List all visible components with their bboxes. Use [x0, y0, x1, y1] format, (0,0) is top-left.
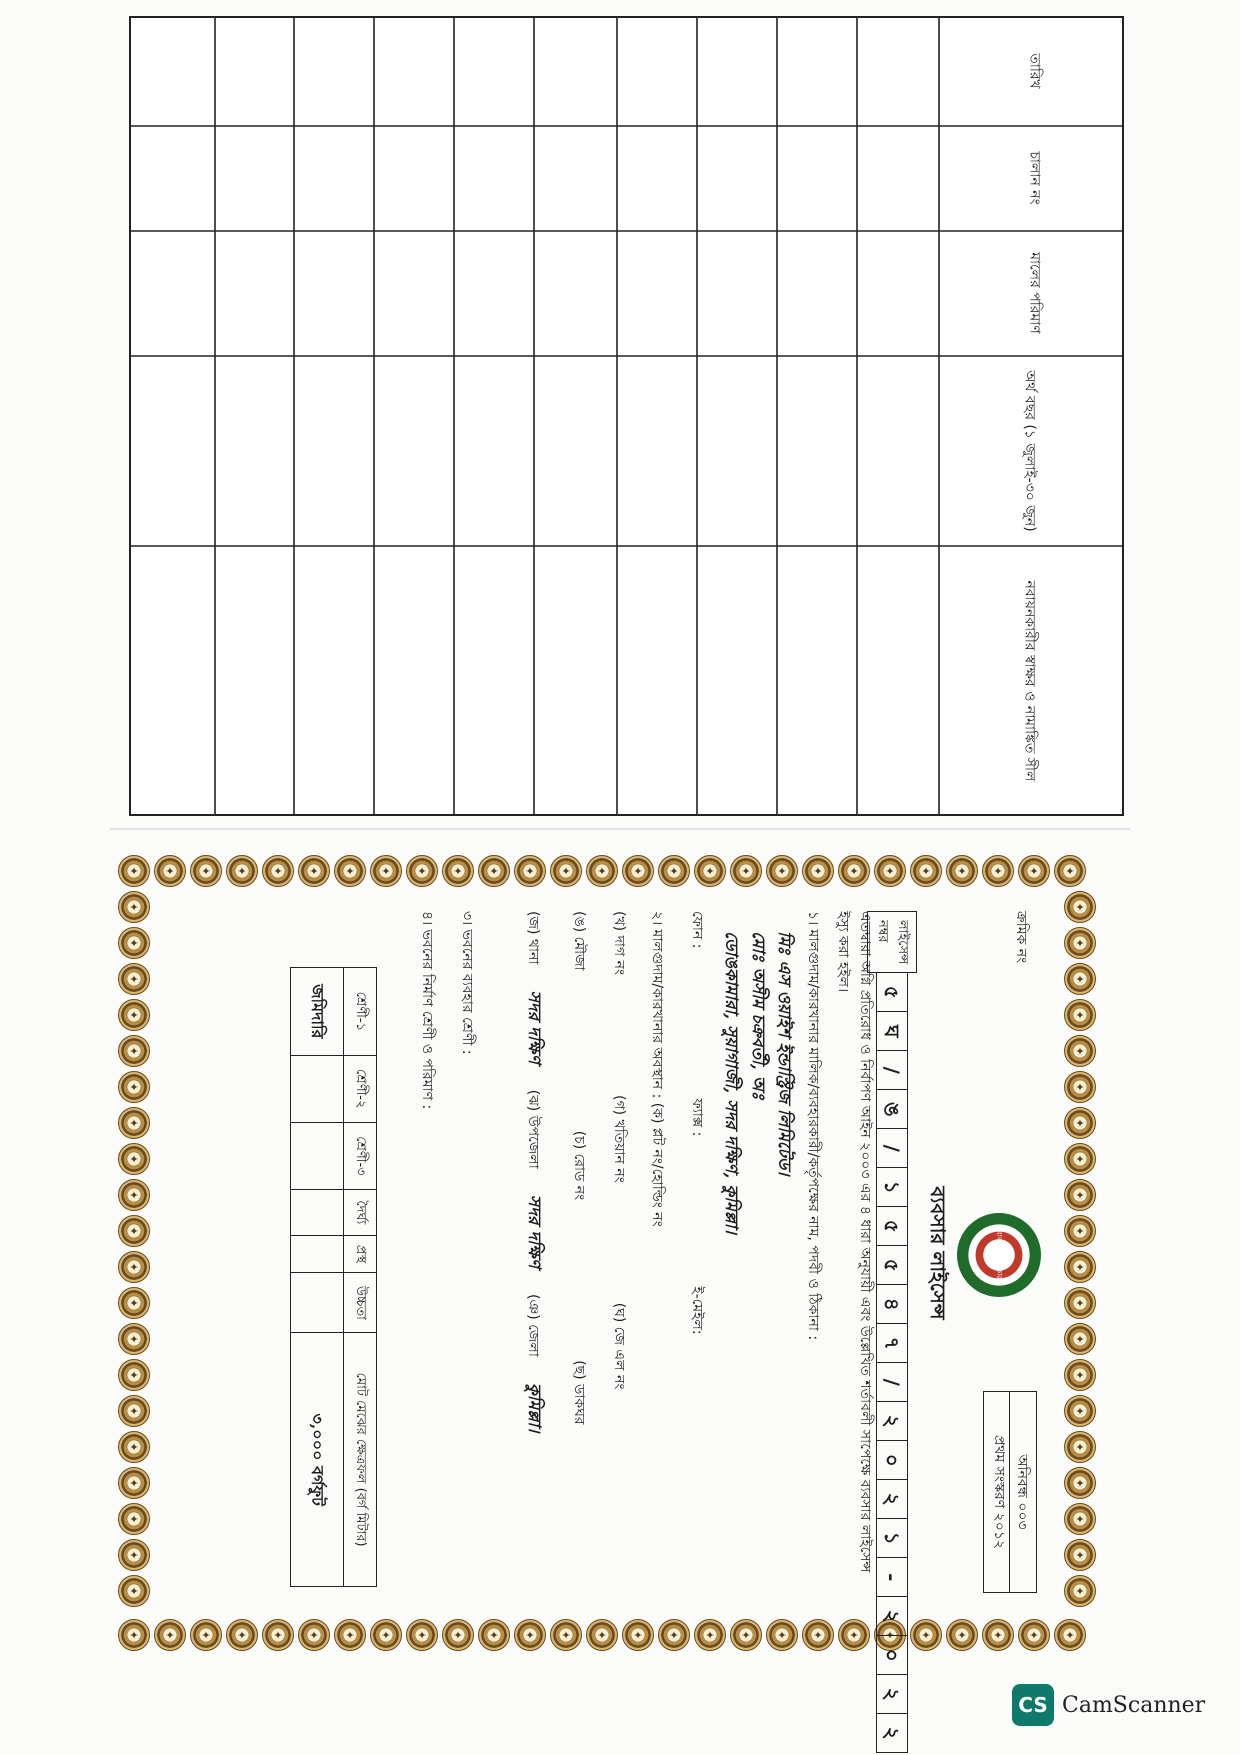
item1-label: ১। মালগুদাম/কারখানার মালিক/ব্যবহারকারী/কর্তৃপক্ষের নাম, পদবী ও ঠিকানা :	[805, 911, 821, 1341]
construction-table-header-cell: মোট মেঝের ক্ষেত্রফল (বর্গ মিটার)	[343, 1333, 376, 1587]
seal-ornament-icon: ✦	[550, 855, 582, 887]
register-grid	[129, 16, 1124, 816]
seal-ornament-icon: ✦	[694, 855, 726, 887]
location-row-1	[607, 911, 629, 1595]
construction-table-header-cell: প্রস্থ	[343, 1235, 376, 1273]
camscanner-logo-icon: CS	[1012, 1684, 1054, 1726]
seal-ornament-icon: ✦	[1054, 855, 1086, 887]
seal-ornament-icon: ✦	[118, 1251, 150, 1283]
upazila-value: সদর দক্ষিণ	[524, 1194, 544, 1269]
construction-table-row	[290, 968, 343, 1587]
location-row-3	[521, 911, 547, 1595]
license-char-box: ঙ	[876, 1090, 908, 1129]
seal-ornament-icon: ✦	[334, 855, 366, 887]
license-char-box: ২	[876, 1597, 908, 1636]
seal-ornament-icon: ✦	[1064, 963, 1096, 995]
construction-table-cell	[290, 1122, 343, 1189]
seal-ornament-icon: ✦	[262, 855, 294, 887]
seal-border-right	[1064, 891, 1096, 1607]
seal-ornament-icon: ✦	[1064, 891, 1096, 923]
seal-ornament-icon: ✦	[1064, 1359, 1096, 1391]
seal-ornament-icon: ✦	[622, 1619, 654, 1651]
owner-person: মোঃ অসীম চক্রবর্তী, অঃ	[747, 931, 768, 1100]
license-char-box: ০	[876, 1441, 908, 1480]
license-number-boxes	[876, 973, 908, 1753]
seal-ornament-icon: ✦	[478, 1619, 510, 1651]
seal-border-left	[118, 891, 150, 1607]
construction-table-header-cell: শ্রেণী-১	[343, 968, 376, 1056]
seal-ornament-icon: ✦	[586, 1619, 618, 1651]
license-char-box: ৫	[876, 973, 908, 1012]
construction-table-cell: ৩,০০০ বর্গফুট	[290, 1333, 343, 1587]
seal-ornament-icon: ✦	[874, 855, 906, 887]
col-date: তারিখ	[1026, 53, 1043, 89]
camscanner-brand: CamScanner	[1062, 1692, 1206, 1718]
license-char-box: ৫	[876, 1207, 908, 1246]
license-char-box: /	[876, 1363, 908, 1402]
owner-block	[718, 911, 797, 1595]
license-char-box: ৪	[876, 1285, 908, 1324]
construction-table-cell	[290, 1273, 343, 1333]
seal-ornament-icon: ✦	[226, 855, 258, 887]
seal-ornament-icon: ✦	[586, 855, 618, 887]
license-char-box: ১	[876, 1168, 908, 1207]
phone-label: ফোন :	[689, 911, 705, 949]
seal-ornament-icon: ✦	[118, 1287, 150, 1319]
seal-ornament-icon: ✦	[1064, 1431, 1096, 1463]
seal-ornament-icon: ✦	[1018, 855, 1050, 887]
seal-ornament-icon: ✦	[118, 1107, 150, 1139]
license-char-box: ১	[876, 1519, 908, 1558]
seal-ornament-icon: ✦	[838, 1619, 870, 1651]
seal-ornament-icon: ✦	[370, 855, 402, 887]
email-label: ই-মেইল:	[689, 1286, 705, 1335]
seal-ornament-icon: ✦	[802, 1619, 834, 1651]
seal-ornament-icon: ✦	[766, 855, 798, 887]
seal-ornament-icon: ✦	[118, 1179, 150, 1211]
seal-ornament-icon: ✦	[478, 855, 510, 887]
seal-ornament-icon: ✦	[802, 855, 834, 887]
seal-ornament-icon: ✦	[982, 1619, 1014, 1651]
seal-ornament-icon: ✦	[118, 1619, 150, 1651]
seal-border-top	[118, 855, 1086, 887]
seal-ornament-icon: ✦	[946, 1619, 978, 1651]
location-row-2	[567, 911, 589, 1595]
col-challan: চালান নং	[1026, 151, 1043, 205]
seal-ornament-icon: ✦	[442, 1619, 474, 1651]
serial-label: ক্রমিক নং	[1013, 911, 1029, 964]
form-id: অনিবন্ধ ০০৩	[1014, 1454, 1030, 1530]
seal-ornament-icon: ✦	[514, 855, 546, 887]
seal-ornament-icon: ✦	[1064, 1575, 1096, 1607]
seal-ornament-icon: ✦	[1064, 1323, 1096, 1355]
edition: প্রথম সংস্করণ ২০১২	[988, 1392, 1011, 1592]
seal-ornament-icon: ✦	[118, 999, 150, 1031]
construction-table-cell	[290, 1190, 343, 1236]
seal-ornament-icon: ✦	[1064, 1395, 1096, 1427]
seal-ornament-icon: ✦	[1064, 999, 1096, 1031]
seal-ornament-icon: ✦	[118, 1539, 150, 1571]
seal-ornament-icon: ✦	[370, 1619, 402, 1651]
seal-ornament-icon: ✦	[982, 855, 1014, 887]
license-char-box: ২	[876, 1675, 908, 1714]
license-char-box: -	[876, 1558, 908, 1597]
construction-table-header-cell: দৈর্ঘ্য	[343, 1190, 376, 1236]
construction-table-header	[343, 968, 376, 1587]
seal-ornament-icon: ✦	[226, 1619, 258, 1651]
seal-ornament-icon: ✦	[658, 1619, 690, 1651]
upazila-label: (ঝ) উপজেলা	[525, 1089, 541, 1169]
item2-label: ২। মালগুদাম/কারখানার অবস্থান : (ক) প্লট নং/হোল্ডিং নং	[649, 911, 665, 1227]
seal-ornament-icon: ✦	[118, 1467, 150, 1499]
contact-row	[685, 911, 707, 1595]
intro-text: এতদ্বারা অগ্নি প্রতিরোধ ও নির্বাপণ আইন ২০০৩ এর ৪ ধারা অনুযায়ী এবং উল্লেখিত শর্তাবলী সাপেক্ষে ব্যবসার লাইসেন্স ইস্যু করা হইল।	[835, 911, 873, 1573]
license-char-box: ০	[876, 1636, 908, 1675]
construction-table	[290, 967, 377, 1587]
form-header-box	[983, 1391, 1037, 1593]
license-char-box: ৫	[876, 1246, 908, 1285]
fax-label: ফ্যাক্স :	[689, 1098, 705, 1137]
seal-ornament-icon: ✦	[118, 1323, 150, 1355]
thana-value: সদর দক্ষিণ	[524, 990, 544, 1064]
seal-ornament-icon: ✦	[1064, 1287, 1096, 1319]
seal-ornament-icon: ✦	[622, 855, 654, 887]
license-char-box: /	[876, 1129, 908, 1168]
seal-ornament-icon: ✦	[1064, 1143, 1096, 1175]
construction-table-header-cell: শ্রেণী-৩	[343, 1122, 376, 1189]
seal-ornament-icon: ✦	[118, 1215, 150, 1247]
seal-ornament-icon: ✦	[406, 1619, 438, 1651]
seal-ornament-icon: ✦	[118, 927, 150, 959]
seal-ornament-icon: ✦	[1064, 1251, 1096, 1283]
seal-ornament-icon: ✦	[118, 963, 150, 995]
seal-ornament-icon: ✦	[298, 1619, 330, 1651]
license-char-box: /	[876, 1051, 908, 1090]
seal-ornament-icon: ✦	[334, 1619, 366, 1651]
seal-ornament-icon: ✦	[1064, 1035, 1096, 1067]
seal-ornament-icon: ✦	[910, 855, 942, 887]
col-quantity: মালের পরিমাণ	[1026, 252, 1043, 334]
license-char-box: ২	[876, 1402, 908, 1441]
seal-ornament-icon: ✦	[550, 1619, 582, 1651]
jl-label: (ঘ) জে এল নং	[611, 1302, 627, 1390]
construction-table-cell	[290, 1055, 343, 1122]
seal-border-bottom	[118, 1619, 1086, 1651]
col-renewer-sign: নবায়নকারীর স্বাক্ষর ও নামাঙ্কিত সীল	[1021, 580, 1038, 782]
seal-ornament-icon: ✦	[262, 1619, 294, 1651]
seal-ornament-icon: ✦	[118, 855, 150, 887]
khatian-label: (গ) খতিয়ান নং	[611, 1095, 627, 1183]
seal-ornament-icon: ✦	[766, 1619, 798, 1651]
owner-address: ডোঙকামারা, সুয়াগাজী, সদর দক্ষিণ, কুমিল্লা।	[721, 931, 742, 1234]
seal-ornament-icon: ✦	[154, 855, 186, 887]
license-number-label: লাইসেন্স নম্বর	[867, 911, 917, 973]
seal-ornament-icon: ✦	[694, 1619, 726, 1651]
license-char-box: ঘ	[876, 1012, 908, 1051]
seal-ornament-icon: ✦	[190, 855, 222, 887]
construction-table-cell: জমিদারি	[290, 968, 343, 1056]
seal-ornament-icon: ✦	[1064, 1107, 1096, 1139]
seal-ornament-icon: ✦	[1064, 1539, 1096, 1571]
seal-ornament-icon: ✦	[658, 855, 690, 887]
camscanner-badge	[1012, 1684, 1205, 1726]
seal-ornament-icon: ✦	[406, 855, 438, 887]
seal-ornament-icon: ✦	[910, 1619, 942, 1651]
mouza-label: (ঙ) মৌজা	[571, 911, 587, 971]
license-char-box: ২	[876, 1480, 908, 1519]
item3-label: ৩। ভবনের ব্যবহার শ্রেণী :	[459, 911, 475, 1055]
seal-ornament-icon: ✦	[1064, 1467, 1096, 1499]
seal-ornament-icon: ✦	[298, 855, 330, 887]
seal-ornament-icon: ✦	[118, 1503, 150, 1535]
seal-ornament-icon: ✦	[118, 1143, 150, 1175]
seal-ornament-icon: ✦	[946, 855, 978, 887]
seal-ornament-icon: ✦	[442, 855, 474, 887]
page-fold	[110, 828, 1130, 830]
license-char-box: ২	[876, 1714, 908, 1753]
seal-ornament-icon: ✦	[118, 1575, 150, 1607]
item4-label: ৪। ভবনের নির্মাণ শ্রেণী ও পরিমাণ :	[419, 911, 435, 1110]
seal-ornament-icon: ✦	[1064, 1071, 1096, 1103]
dag-label: (খ) দাগ নং	[611, 911, 627, 975]
seal-ornament-icon: ✦	[838, 855, 870, 887]
district-label: (ঞ) জেলা	[525, 1294, 541, 1357]
license-char-box: ৭	[876, 1324, 908, 1363]
certificate-title: ব্যবসার লাইসেন্স	[926, 1186, 950, 1320]
thana-label: (জ) থানা	[525, 911, 541, 965]
seal-ornament-icon: ✦	[1064, 1503, 1096, 1535]
seal-ornament-icon: ✦	[118, 1035, 150, 1067]
seal-ornament-icon: ✦	[118, 1359, 150, 1391]
road-label: (চ) রোড নং	[571, 1130, 587, 1201]
register-table	[129, 16, 1124, 816]
col-fiscal-year: অর্থ বছর (১ জুলাই-৩০ জুন)	[1021, 370, 1038, 532]
seal-ornament-icon: ✦	[154, 1619, 186, 1651]
seal-ornament-icon: ✦	[1064, 1215, 1096, 1247]
construction-table-header-cell: উচ্চতা	[343, 1273, 376, 1333]
construction-table-header-cell: শ্রেণী-২	[343, 1055, 376, 1122]
seal-ornament-icon: ✦	[118, 1071, 150, 1103]
seal-ornament-icon: ✦	[730, 855, 762, 887]
seal-ornament-icon: ✦	[1064, 1179, 1096, 1211]
seal-ornament-icon: ✦	[118, 1395, 150, 1427]
post-label: (ছ) ডাকঘর	[571, 1360, 587, 1425]
seal-ornament-icon: ✦	[874, 1619, 906, 1651]
seal-ornament-icon: ✦	[514, 1619, 546, 1651]
seal-ornament-icon: ✦	[118, 1431, 150, 1463]
seal-ornament-icon: ✦	[118, 891, 150, 923]
seal-ornament-icon: ✦	[730, 1619, 762, 1651]
seal-ornament-icon: ✦	[1054, 1619, 1086, 1651]
seal-ornament-icon: ✦	[190, 1619, 222, 1651]
emblem-text: বাংলাদেশ সরকার	[995, 1230, 1004, 1280]
seal-ornament-icon: ✦	[1064, 927, 1096, 959]
fire-service-emblem-icon	[957, 1213, 1041, 1297]
owner-name: মিঃ এস ওয়াইশ ইন্ডাস্ট্রিজ লিমিটেড।	[774, 931, 794, 1176]
construction-table-cell	[290, 1235, 343, 1273]
seal-ornament-icon: ✦	[1018, 1619, 1050, 1651]
district-value: কুমিল্লা।	[524, 1382, 544, 1433]
